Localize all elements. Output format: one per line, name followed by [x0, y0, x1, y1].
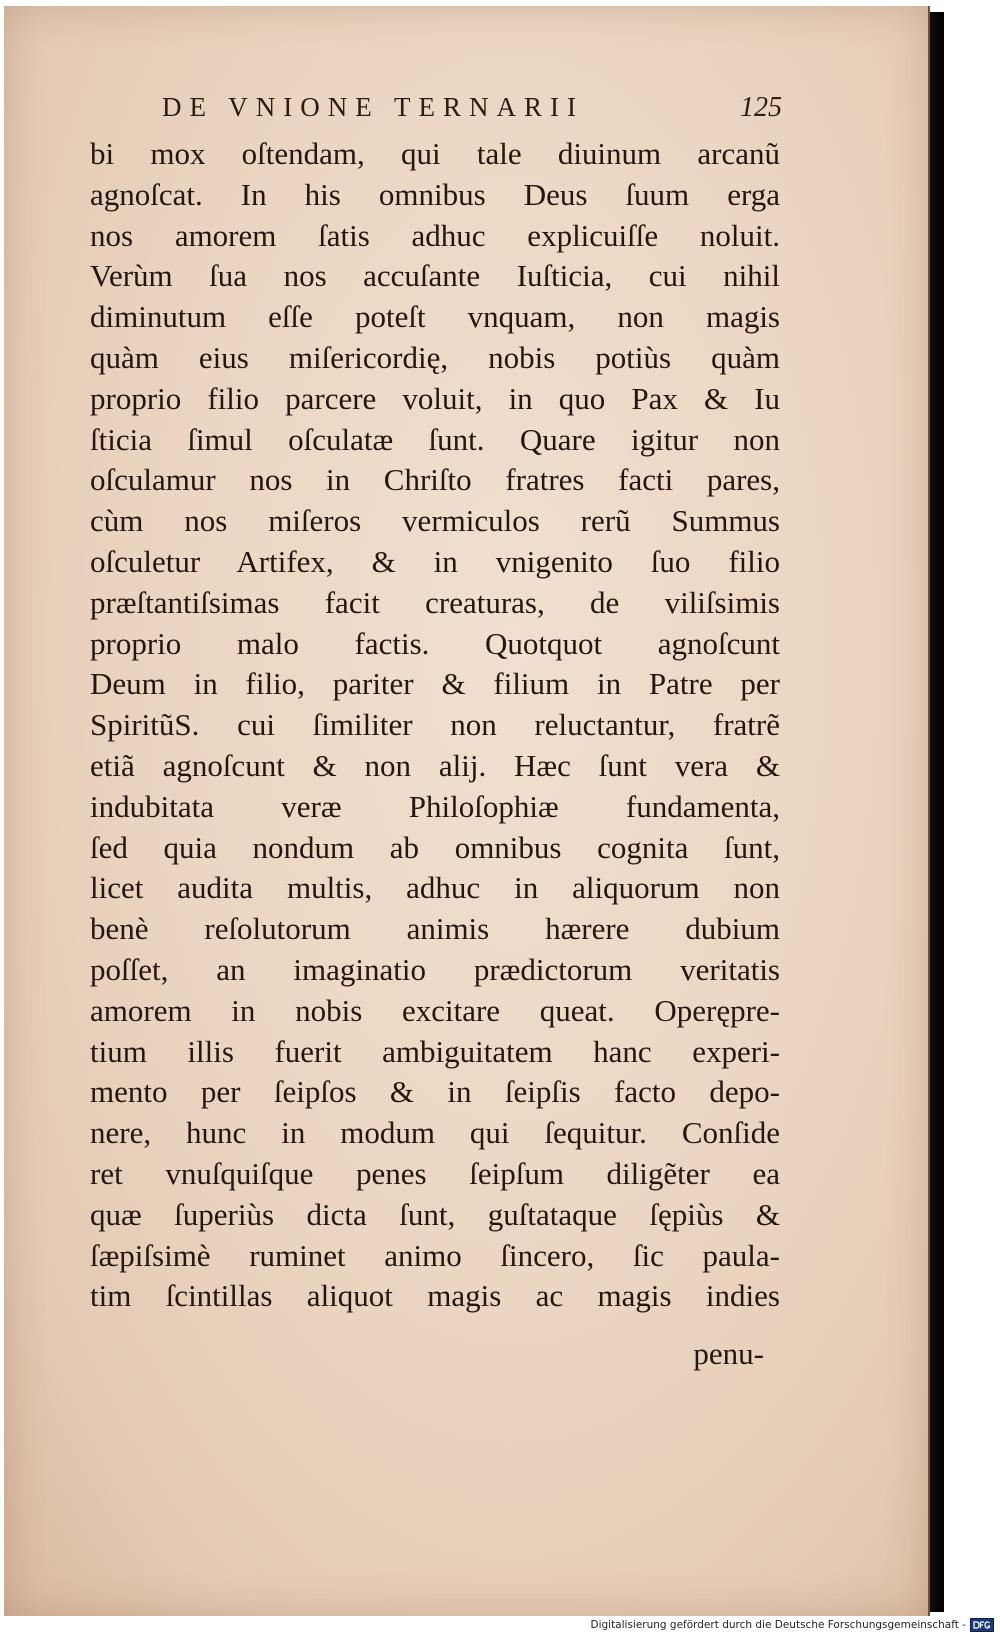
text-line: agnoſcat. In his omnibus Deus ſuum erga	[90, 176, 780, 212]
text-line: etiã agnoſcunt & non alij. Hæc ſunt vera &	[90, 747, 780, 783]
page-number: 125	[740, 92, 782, 123]
catchword: penu-	[693, 1336, 764, 1371]
text-line: Deum in filio, pariter & filium in Patre per	[90, 666, 780, 702]
text-line: præſtantiſsimas facit creaturas, de viliſsimis	[90, 584, 780, 620]
text-line: ſæpiſsimè ruminet animo ſincero, ſic paula-	[90, 1237, 780, 1273]
page-header	[162, 92, 782, 132]
text-line: quæ ſuperiùs dicta ſunt, guſtataque ſępiùs &	[90, 1196, 780, 1232]
text-line: SpiritũS. cui ſimiliter non reluctantur, fratrẽ	[90, 707, 780, 743]
dfg-logo	[970, 1618, 994, 1632]
running-title: DE VNIONE TERNARII	[162, 92, 584, 122]
text-line: ſticia ſimul oſculatæ ſunt. Quare igitur non	[90, 421, 780, 457]
digitization-credit	[560, 1616, 994, 1634]
text-line: bi mox oſtendam, qui tale diuinum arcanũ	[90, 136, 780, 171]
text-line: benè reſolutorum animis hærere dubium	[90, 911, 780, 947]
text-line: ret vnuſquiſque penes ſeipſum diligẽter ea	[90, 1155, 780, 1191]
text-line: amorem in nobis excitare queat. Operępre-	[90, 992, 780, 1028]
text-line: oſculetur Artifex, & in vnigenito ſuo filio	[90, 543, 780, 579]
text-line: diminutum eſſe poteſt vnquam, non magis	[90, 299, 780, 335]
text-line: nere, hunc in modum qui ſequitur. Conſide	[90, 1115, 780, 1151]
text-line: nos amorem ſatis adhuc explicuiſſe noluit.	[90, 217, 780, 253]
text-line: proprio filio parcere voluit, in quo Pax & Iu	[90, 380, 780, 416]
book-page	[4, 6, 930, 1616]
text-line: quàm eius miſericordię, nobis potiùs quàm	[90, 339, 780, 375]
credit-text: Digitalisierung gefördert durch die Deutsche Forschungsgemeinschaft -	[590, 1619, 966, 1631]
text-line: mento per ſeipſos & in ſeipſis facto depo-	[90, 1074, 780, 1110]
body-text	[90, 134, 780, 1317]
text-line: proprio malo factis. Quotquot agnoſcunt	[90, 625, 780, 661]
text-line: licet audita multis, adhuc in aliquorum non	[90, 870, 780, 906]
text-line: tim ſcintillas aliquot magis ac magis indies	[90, 1278, 780, 1314]
text-line: poſſet, an imaginatio prædictorum veritatis	[90, 951, 780, 987]
text-line: tium illis fuerit ambiguitatem hanc experi-	[90, 1033, 780, 1069]
text-line: ſed quia nondum ab omnibus cognita ſunt,	[90, 829, 780, 865]
text-line: cùm nos miſeros vermiculos rerũ Summus	[90, 503, 780, 539]
text-line: indubitata veræ Philoſophiæ fundamenta,	[90, 788, 780, 824]
text-line: oſculamur nos in Chriſto fratres facti pares,	[90, 462, 780, 498]
text-line: Verùm ſua nos accuſante Iuſticia, cui nihil	[90, 258, 780, 294]
